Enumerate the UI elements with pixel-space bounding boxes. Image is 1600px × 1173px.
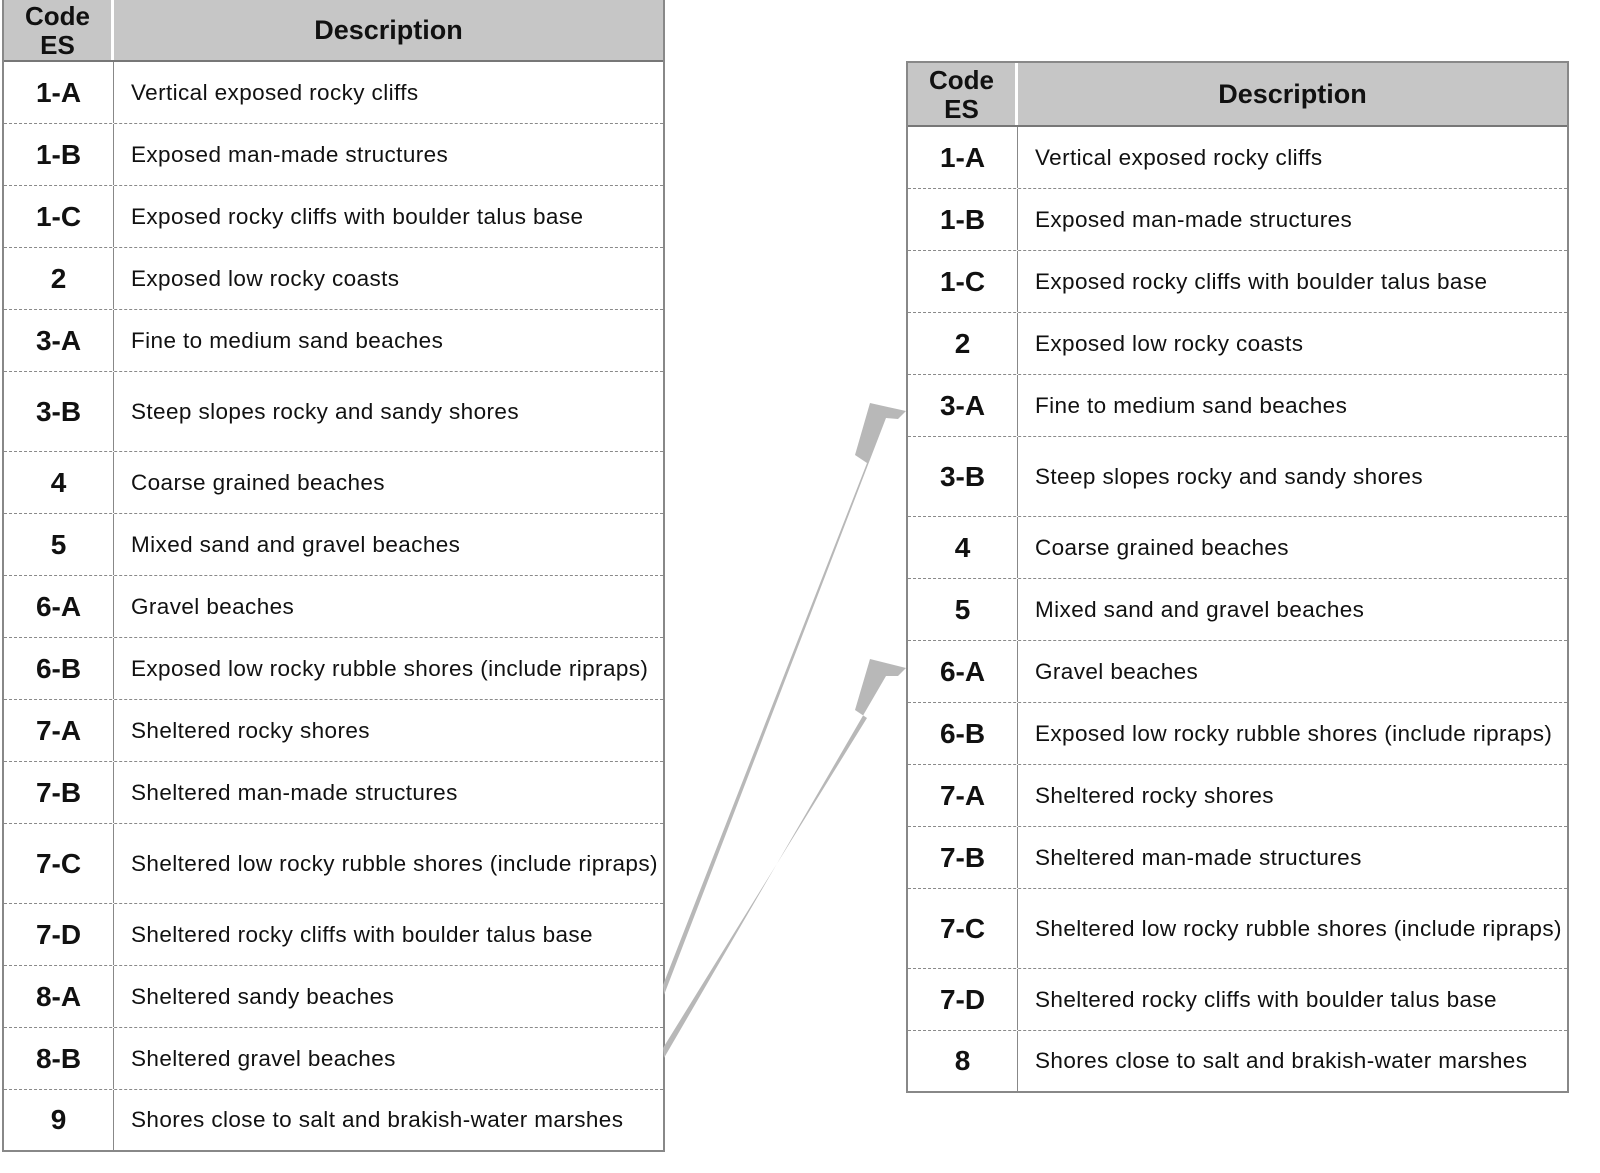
row-description: Gravel beaches (1035, 658, 1199, 684)
row-code: 7-A (4, 700, 114, 761)
row-code: 6-A (908, 641, 1018, 702)
row-description: Fine to medium sand beaches (1035, 392, 1348, 418)
row-code: 1-C (4, 186, 114, 247)
row-code: 1-A (908, 127, 1018, 188)
row-description: Shores close to salt and brakish-water marshes (1035, 1048, 1528, 1073)
arrow-8b-to-6a (663, 659, 906, 1058)
header-description: Description (314, 14, 463, 45)
row-code: 1-B (908, 189, 1018, 250)
row-code: 2 (4, 248, 114, 309)
row-code: 2 (908, 313, 1018, 374)
row-code: 5 (908, 579, 1018, 640)
row-code: 7-D (4, 904, 114, 965)
row-description: Sheltered low rocky rubble shores (include ripraps) (1035, 915, 1562, 941)
row-code: 7-B (908, 827, 1018, 888)
row-code: 6-B (908, 703, 1018, 764)
row-code: 9 (4, 1090, 114, 1150)
row-code: 4 (4, 452, 114, 513)
row-description: Sheltered rocky cliffs with boulder talus base (1035, 986, 1497, 1012)
row-code: 7-B (4, 762, 114, 823)
row-description: Mixed sand and gravel beaches (131, 531, 461, 557)
row-code: 7-A (908, 765, 1018, 826)
row-code: 7-C (908, 889, 1018, 968)
header-code: Code ES (4, 0, 114, 60)
row-description: Sheltered sandy beaches (131, 983, 395, 1009)
header-description: Description (1218, 78, 1367, 109)
row-description: Exposed man-made structures (131, 141, 449, 167)
row-code: 5 (4, 514, 114, 575)
row-code: 3-B (908, 437, 1018, 516)
row-description: Sheltered rocky cliffs with boulder talus base (131, 921, 593, 947)
row-description: Sheltered rocky shores (1035, 782, 1274, 808)
row-description: Gravel beaches (131, 593, 295, 619)
row-code: 7-C (4, 824, 114, 903)
row-description: Sheltered low rocky rubble shores (include ripraps) (131, 850, 658, 876)
row-code: 3-A (908, 375, 1018, 436)
row-description: Exposed man-made structures (1035, 206, 1353, 232)
row-description: Exposed rocky cliffs with boulder talus base (131, 203, 584, 229)
row-description: Mixed sand and gravel beaches (1035, 596, 1365, 622)
row-description: Sheltered man-made structures (131, 779, 458, 805)
row-description: Steep slopes rocky and sandy shores (131, 398, 519, 424)
row-code: 1-C (908, 251, 1018, 312)
row-code: 3-B (4, 372, 114, 451)
row-description: Vertical exposed rocky cliffs (131, 79, 419, 105)
row-code: 3-A (4, 310, 114, 371)
row-description: Sheltered rocky shores (131, 717, 370, 743)
row-description: Coarse grained beaches (1035, 534, 1289, 560)
row-code: 8-B (4, 1028, 114, 1089)
row-code: 8 (908, 1031, 1018, 1091)
row-description: Sheltered man-made structures (1035, 844, 1362, 870)
row-code: 6-B (4, 638, 114, 699)
row-description: Steep slopes rocky and sandy shores (1035, 463, 1423, 489)
row-code: 4 (908, 517, 1018, 578)
row-description: Exposed rocky cliffs with boulder talus base (1035, 268, 1488, 294)
row-description: Exposed low rocky rubble shores (include ripraps) (131, 655, 649, 681)
row-description: Exposed low rocky coasts (131, 265, 400, 291)
row-description: Exposed low rocky rubble shores (include ripraps) (1035, 720, 1553, 746)
row-code: 1-B (4, 124, 114, 185)
row-code: 1-A (4, 62, 114, 123)
row-description: Shores close to salt and brakish-water marshes (131, 1107, 624, 1132)
row-description: Sheltered gravel beaches (131, 1045, 396, 1071)
row-description: Exposed low rocky coasts (1035, 330, 1304, 356)
row-code: 7-D (908, 969, 1018, 1030)
row-description: Fine to medium sand beaches (131, 327, 444, 353)
row-description: Coarse grained beaches (131, 469, 385, 495)
row-description: Vertical exposed rocky cliffs (1035, 144, 1323, 170)
row-code: 6-A (4, 576, 114, 637)
header-code: Code ES (908, 63, 1018, 125)
row-code: 8-A (4, 966, 114, 1027)
